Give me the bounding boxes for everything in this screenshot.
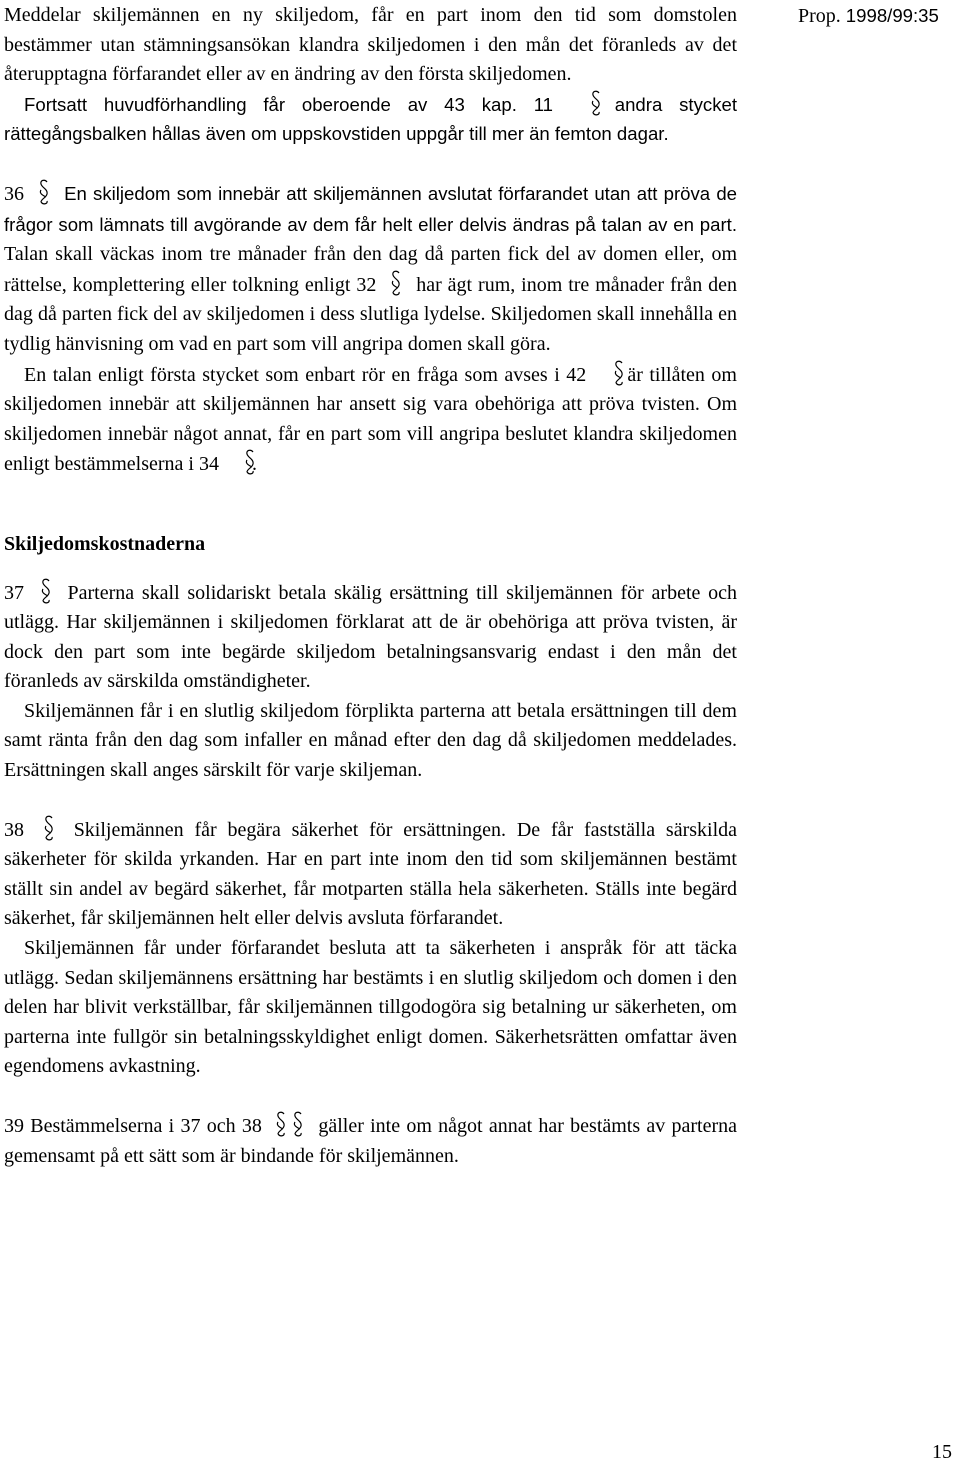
section-sign-icon	[382, 270, 410, 301]
text-fragment: En talan enligt första stycket som enbart rör en fråga som avses i 42	[24, 363, 587, 386]
text-fragment: har ägt rum, inom tre månader från den dag då parten fick del av skiljedomen i dess slutliga lydelse. Skiljedomen skall innehålla en tydlig hänvisning om vad en part som vill angripa domen skall göra.	[4, 273, 738, 355]
paragraph-35-second	[4, 90, 737, 149]
text-fragment: är tillåten om skiljedomen innebär att skiljemännen har ansett sig vara obehöriga att pröva tvisten. Om skiljedomen innebär något annat, får en part som vill angripa beslutet klandra skiljedomen enligt bestämmelserna i 34	[4, 363, 737, 476]
paragraph-39	[4, 1111, 737, 1171]
section-sign-icon	[593, 360, 621, 391]
document-body	[4, 1, 737, 1171]
paragraph-36-second	[4, 360, 737, 480]
section-number: 37	[4, 581, 24, 604]
section-sign-icon	[30, 179, 58, 210]
paragraph-38-second: Skiljemännen får under förfarandet besluta att ta säkerheten i anspråk för att täcka utlägg. Sedan skiljemännens ersättning har bestämts i en slutlig skiljedom och domen i den delen har blivit verkställbar, får skiljemännen tillgodogöra sig betalning ur säkerheten, om parterna inte fullgör sin betalningsskyldighet enligt domen. Säkerhetsrätten omfattar även egendomens avkastning.	[4, 937, 737, 1078]
text-fragment: .	[251, 453, 257, 476]
text-fragment: En skiljedom som innebär att skiljemännen avslutat förfarandet utan att pröva de frågor som lämnats till avgörande av dem får helt eller delvis ändras på talan av en part.	[4, 182, 738, 235]
section-number: 38	[4, 818, 24, 841]
section-sign-icon	[32, 578, 60, 609]
text-fragment: Talan skall väckas inom tre månader från den dag då parten fick del av domen eller, om rättelse, komplettering eller tolkning enligt 32	[4, 243, 737, 296]
section-sign-double-icon	[268, 1111, 312, 1142]
proposition-number: 1998/99:35	[845, 5, 939, 26]
section-sign-icon	[224, 449, 252, 480]
paragraph-35-continued: Meddelar skiljemännen en ny skiljedom, får en part inom den tid som domstolen bestämmer utan stämningsansökan klandra skiljedomen i den mån det föranleds av det återupptagna förfarandet eller av en ändring av den första skiljedomen.	[4, 4, 737, 86]
text-fragment: Fortsatt huvudförhandling får oberoende av 43 kap. 11	[24, 93, 554, 115]
page-number: 15	[932, 1441, 952, 1463]
proposition-reference	[798, 1, 939, 32]
paragraph-36-first	[4, 179, 737, 360]
paragraph-38-first	[4, 815, 737, 934]
section-sign-icon	[35, 815, 63, 846]
section-number: 36	[4, 182, 24, 205]
text-fragment: Bestämmelserna i 37 och 38	[30, 1115, 262, 1137]
text-fragment: Skiljemännen får begära säkerhet för ersättningen. De får fastställa särskilda säkerheter för skilda yrkanden. Har en part inte inom den tid som skiljemännen bestämt ställt sin andel av begärd säkerhet, får motparten ställa hela säkerheten. Ställs inte begärd säkerhet, får skiljemännen helt eller delvis avsluta förfarandet.	[4, 818, 738, 930]
paragraph-37-first	[4, 578, 737, 697]
section-number: 39	[4, 1115, 24, 1137]
section-sign-icon	[570, 90, 598, 120]
text-fragment: andra stycket rättegångsbalken hållas även om uppskovstiden uppgår till mer än femton dagar.	[4, 93, 737, 145]
proposition-prefix: Prop.	[798, 5, 841, 27]
paragraph-37-second: Skiljemännen får i en slutlig skiljedom förplikta parterna att betala ersättningen till dem samt ränta från den dag som infaller en månad efter den dag då skiljedomen meddelades. Ersättningen skall anges särskilt för varje skiljeman.	[4, 699, 737, 782]
text-fragment: gäller inte om något annat har bestämts av parterna gemensamt på ett sätt som är bindande för skiljemännen.	[4, 1115, 738, 1167]
text-fragment: Parterna skall solidariskt betala skälig ersättning till skiljemännen för arbete och utlägg. Har skiljemännen i skiljedomen förklarat att de är obehöriga att pröva tvisten, är dock den part som inte begärde skiljedom betalningsansvarig endast i den mån det föranleds av särskilda omständigheter.	[4, 581, 738, 693]
section-heading: Skiljedomskostnaderna	[4, 532, 206, 555]
